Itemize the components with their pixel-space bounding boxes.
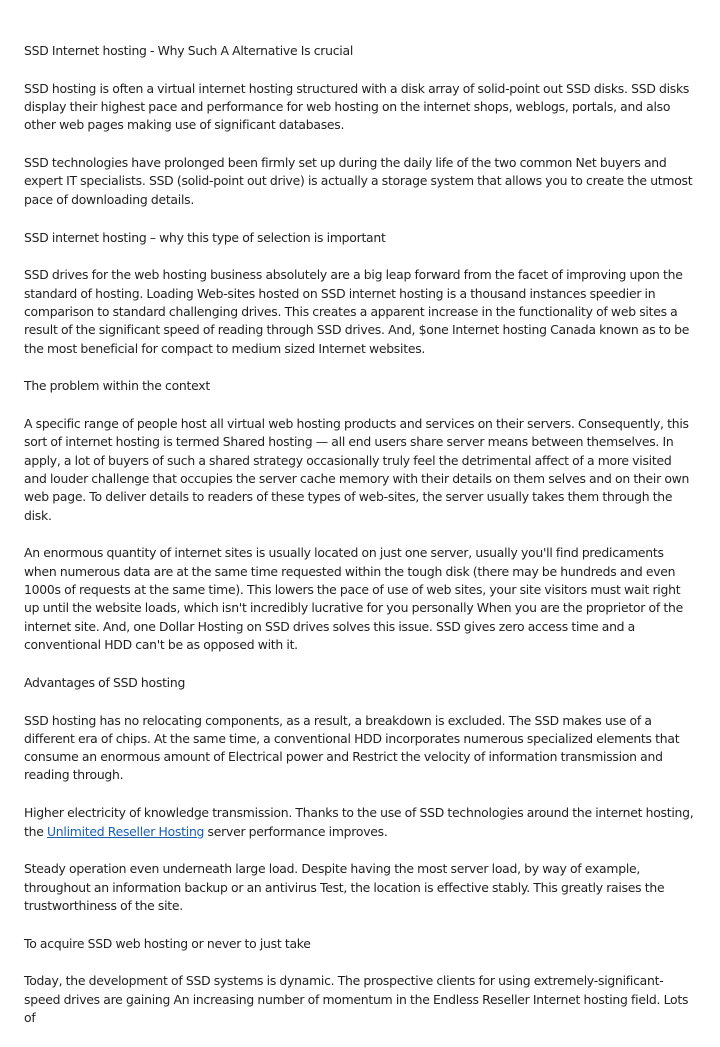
paragraph-technologies: SSD technologies have prolonged been firmly set up during the daily life of the two common Net buyers and expert IT specialists. SSD (solid-point out drive) is actually a storage system that allows you to create the utmost pace of downloading details. [24,155,693,207]
heading-problem: The problem within the context [24,378,210,394]
paragraph-shared-hosting: A specific range of people host all virtual web hosting products and services on their servers. Consequently, this sort of internet hosting is termed Shared hosting — all end users share server means between themselves. In apply, a lot of buyers of such a shared strategy occasionally truly feel the detrimental affect of a more visited and louder challenge that occupies the server cache memory with their details on them selves and on their own web page. To deliver details to readers of these types of web-sites, the server usually takes them through the disk. [24,416,690,523]
paragraph-server-load: An enormous quantity of internet sites is usually located on just one server, usually you'll find predicaments when numerous data are at the same time requested within the tough disk (there may be hundreds and even 1000s of requests at the same time). This lowers the pace of use of web sites, your site visitors must wait right up until the website loads, which isn't incredibly lucrative for you personally When you are the proprietor of the internet site. And, one Dollar Hosting on SSD drives solves this issue. SSD gives zero access time and a conventional HDD can't be as opposed with it. [24,545,683,652]
paragraph-no-moving-parts: SSD hosting has no relocating components, as a result, a breakdown is excluded. The SSD makes use of a different era of chips. At the same time, a conventional HDD incorporates numerous specialized elements that consume an enormous amount of Electrical power and Restrict the velocity of information transmission and reading through. [24,712,680,783]
paragraph-ssd-drives: SSD drives for the web hosting business absolutely are a big leap forward from the facet of improving upon the standard of hosting. Loading Web-sites hosted on SSD internet hosting is a thousand instances speedier in comparison to standard challenging drives. This creates a apparent increase in the functionality of web sites a result of the significant speed of reading through SSD drives. And, $one Internet hosting Canada known as to be the most beneficial for compact to medium sized Internet websites. [24,267,690,356]
paragraph-development: Today, the development of SSD systems is dynamic. The prospective clients for using extremely-significant-speed drives are gaining An increasing number of momentum in the Endless Reseller Internet hosting field. Lots of [24,973,689,1026]
paragraph-steady-operation: Steady operation even underneath large load. Despite having the most server load, by way of example, throughout an information backup or an antivirus Test, the location is effective stably. This greatly raises the trustworthiness of the site. [24,861,665,913]
document-title: SSD Internet hosting - Why Such A Alternative Is crucial [24,43,354,58]
paragraph-transmission [24,804,696,841]
document-body [24,42,696,1047]
paragraph-intro: SSD hosting is often a virtual internet hosting structured with a disk array of solid-point out SSD disks. SSD disks display their highest pace and performance for web hosting on the internet shops, weblogs, portals, and also other web pages making use of significant databases. [24,80,690,133]
unlimited-reseller-hosting-link[interactable]: Unlimited Reseller Hosting [46,823,205,839]
heading-why-important: SSD internet hosting – why this type of selection is important [24,229,386,245]
heading-advantages: Advantages of SSD hosting [24,674,186,690]
heading-acquire: To acquire SSD web hosting or never to just take [24,935,311,951]
paragraph-transmission-tail: server performance improves. [204,823,388,839]
paragraph-transmission-text: Higher electricity of knowledge transmission. Thanks to the use of SSD technologies around the internet hosting, the [24,805,694,839]
